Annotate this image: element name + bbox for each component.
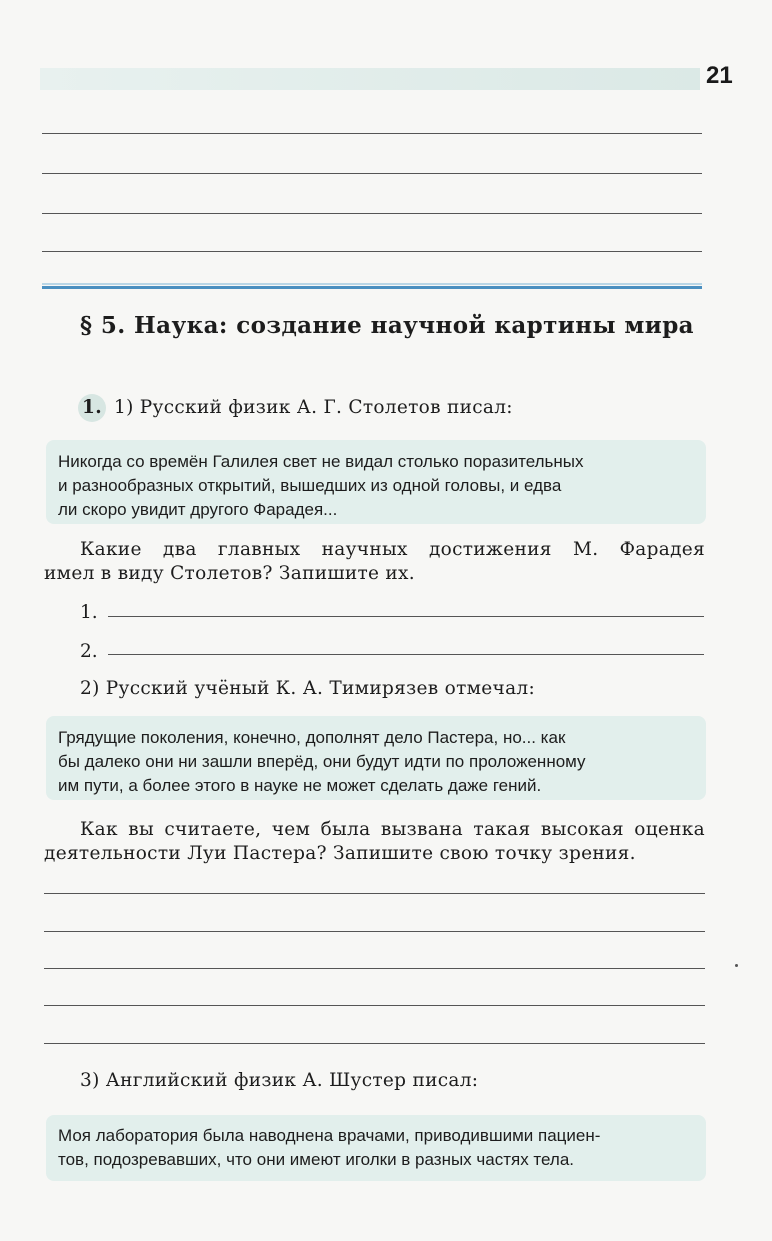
- quote-timiryazev: [46, 716, 706, 800]
- answer-number: 1.: [80, 602, 98, 623]
- answer-line[interactable]: [44, 1043, 705, 1044]
- quote-line: ли скоро увидит другого Фарадея...: [58, 500, 338, 519]
- answer-line[interactable]: [44, 968, 705, 969]
- quote-line: Никогда со времён Галилея свет не видал столько поразительных: [58, 452, 584, 471]
- answer-line[interactable]: [44, 931, 705, 932]
- answer-line[interactable]: [108, 616, 704, 617]
- quote-line: Моя лаборатория была наводнена врачами, приводившими пациен-: [58, 1126, 601, 1145]
- answer-line[interactable]: [108, 654, 704, 655]
- question-line: Как вы считаете, чем была вызвана такая высокая оценка: [80, 819, 705, 840]
- quote-stoletov: [46, 440, 706, 524]
- answer-line[interactable]: [42, 213, 702, 214]
- task-number-badge: 1.: [78, 394, 106, 422]
- answer-line[interactable]: [44, 893, 705, 894]
- quote-schuster: [46, 1115, 706, 1181]
- quote-line: бы далеко они ни зашли вперёд, они будут идти по проложенному: [58, 752, 586, 771]
- quote-line: тов, подозревавших, что они имеют иголки в разных частях тела.: [58, 1150, 575, 1169]
- question-line: имел в виду Столетов? Запишите их.: [44, 563, 415, 584]
- part-2-intro: 2) Русский учёный К. А. Тимирязев отмечал:: [80, 678, 536, 699]
- section-title: § 5. Наука: создание научной картины мира: [80, 312, 694, 339]
- answer-line[interactable]: [42, 133, 702, 134]
- part-3-intro: 3) Английский физик А. Шустер писал:: [80, 1070, 479, 1091]
- stray-dot: [735, 964, 738, 967]
- section-divider: [42, 283, 702, 289]
- answer-line[interactable]: [44, 1005, 705, 1006]
- page-number: 21: [706, 62, 733, 89]
- answer-line[interactable]: [42, 251, 702, 252]
- task-1-intro: [78, 394, 513, 422]
- header-band: [40, 68, 700, 90]
- quote-line: и разнообразных открытий, вышедших из одной головы, и едва: [58, 476, 562, 495]
- part-1-intro: 1) Русский физик А. Г. Столетов писал:: [114, 397, 513, 418]
- quote-line: им пути, а более этого в науке не может сделать даже гений.: [58, 776, 542, 795]
- answer-line[interactable]: [42, 173, 702, 174]
- answer-number: 2.: [80, 641, 98, 662]
- quote-line: Грядущие поколения, конечно, дополнят дело Пастера, но... как: [58, 728, 566, 747]
- question-line: Какие два главных научных достижения М. Фарадея: [80, 539, 705, 560]
- question-line: деятельности Луи Пастера? Запишите свою точку зрения.: [44, 843, 636, 864]
